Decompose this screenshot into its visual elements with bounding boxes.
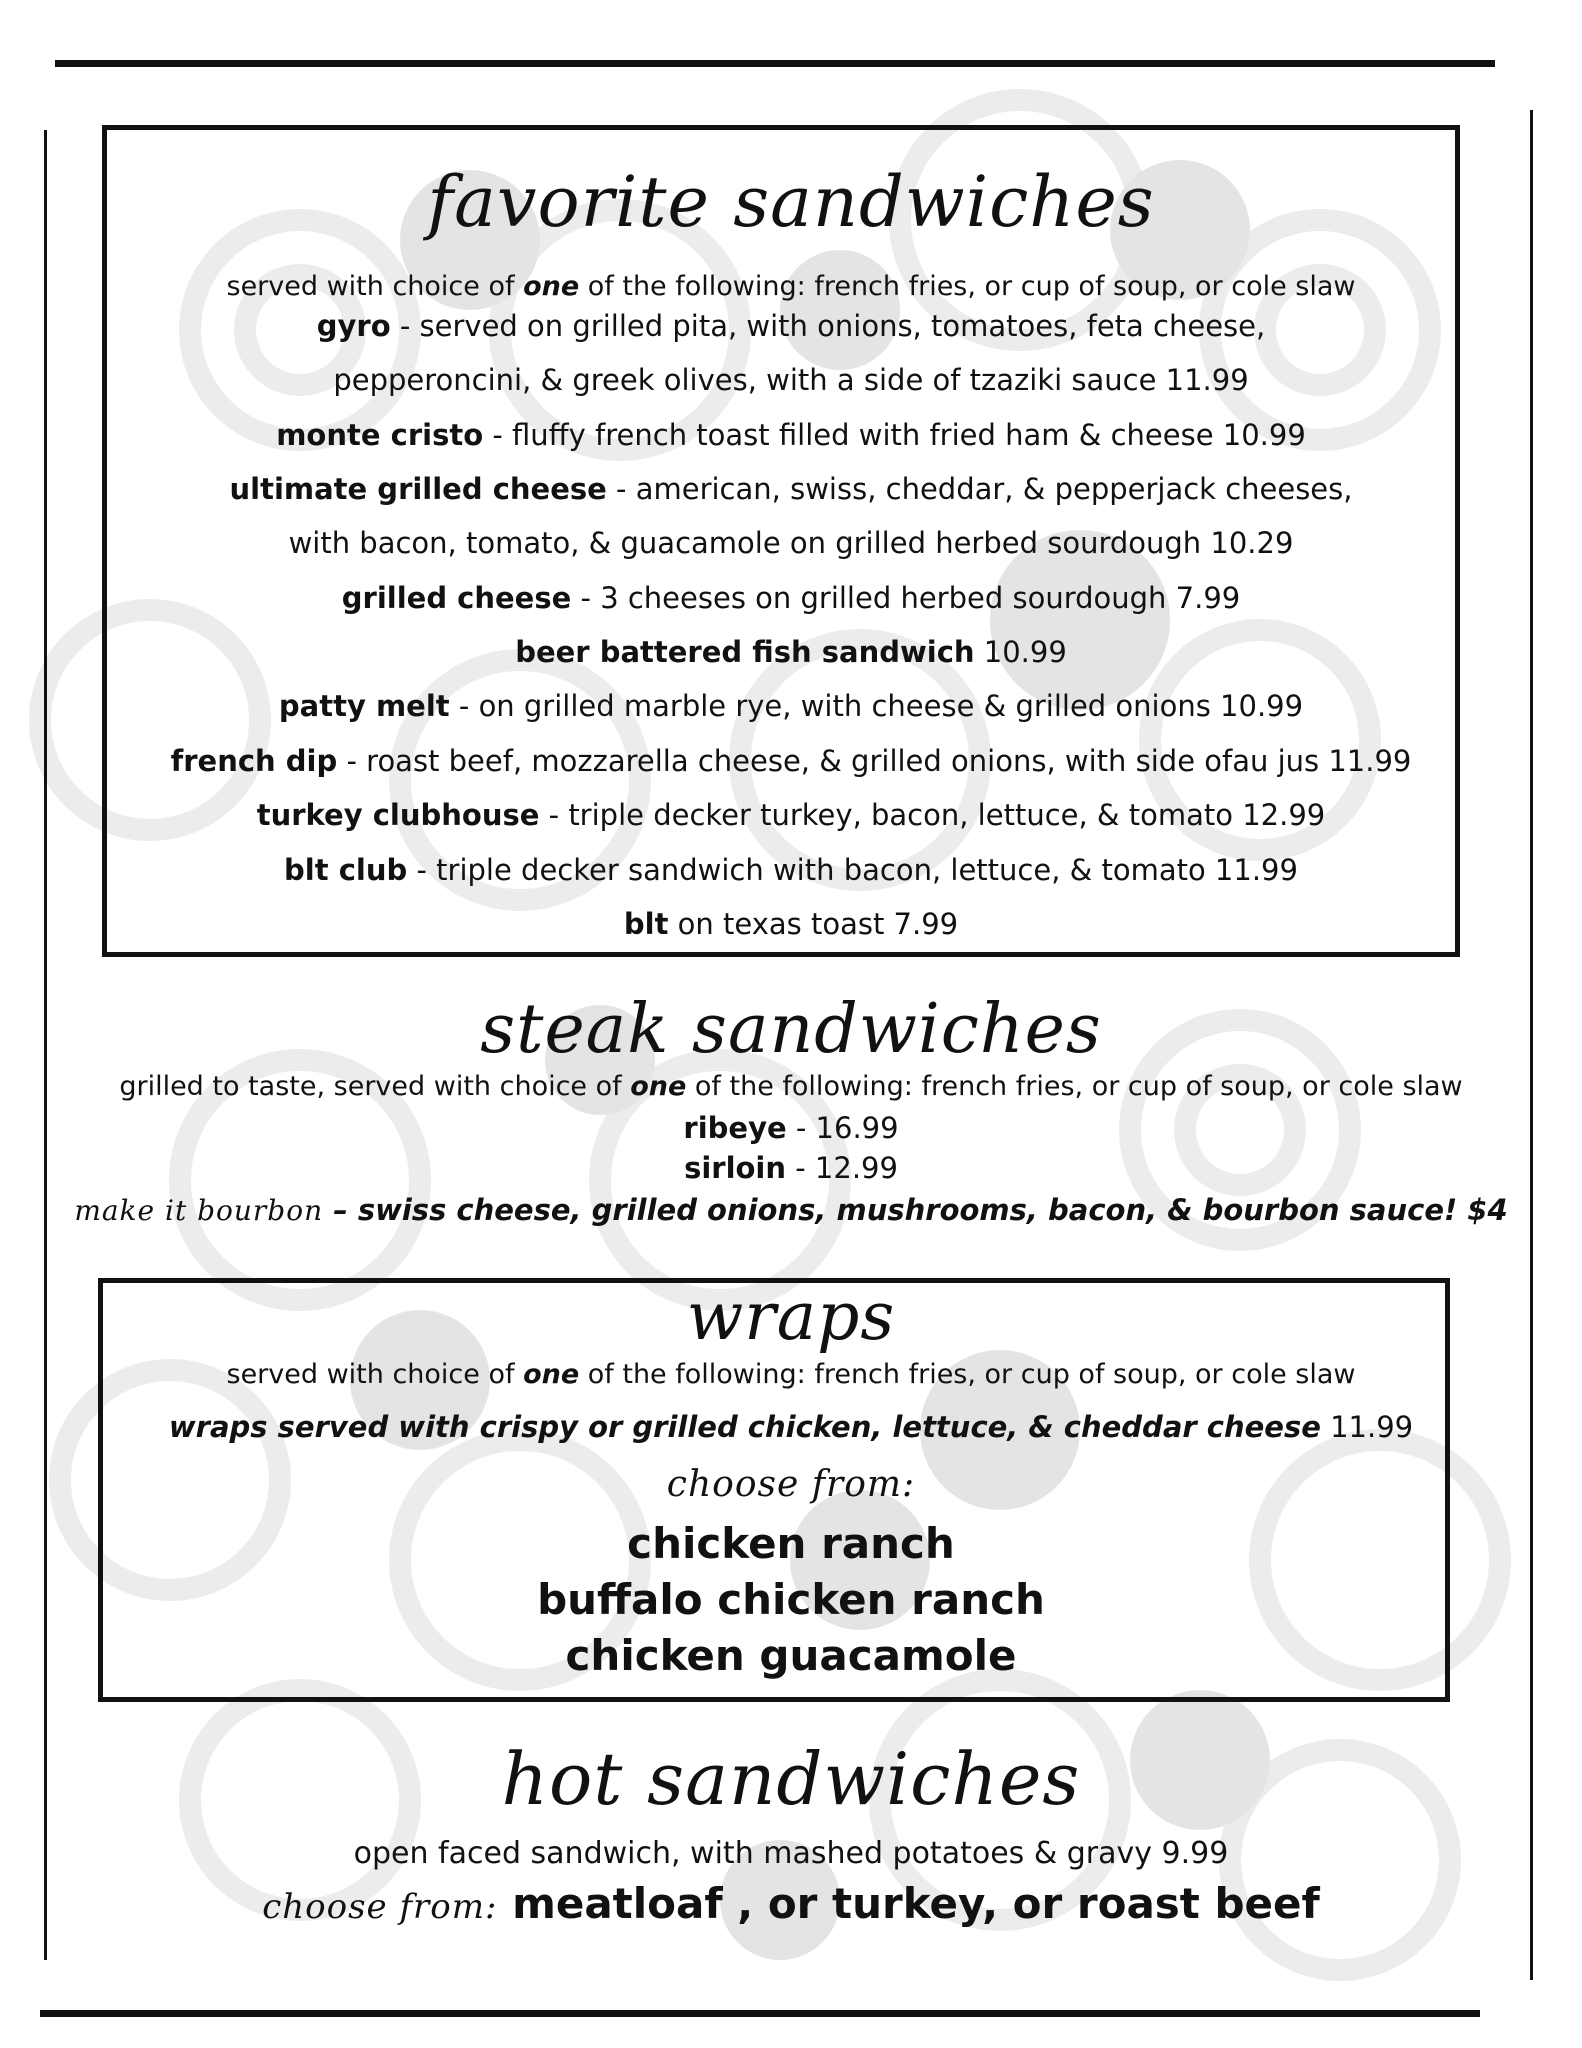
- item-description: 10.99: [983, 635, 1067, 669]
- item-name: grilled cheese: [341, 581, 572, 615]
- menu-item-blt: [0, 897, 1582, 951]
- item-price: - 16.99: [786, 1111, 899, 1145]
- item-name: gyro: [316, 309, 391, 343]
- menu-item-sirloin: [0, 1147, 1582, 1189]
- wraps-subtitle: [0, 1356, 1582, 1394]
- hot-title: hot sandwiches: [501, 1737, 1081, 1821]
- steak-title: steak sandwiches: [480, 990, 1102, 1069]
- steak-subtitle: [0, 1068, 1582, 1106]
- item-separator: -: [571, 581, 601, 615]
- menu-item-french-dip: [0, 734, 1582, 788]
- item-description: roast beef, mozzarella cheese, & grilled onions, with side ofau jus 11.99: [366, 744, 1412, 778]
- wraps-description-text: wraps served with crispy or grilled chicken, lettuce, & cheddar cheese: [168, 1410, 1321, 1444]
- menu-item-turkey-clubhouse: [0, 788, 1582, 842]
- bourbon-label: make it bourbon: [74, 1194, 324, 1227]
- wrap-option: chicken ranch: [627, 1519, 955, 1568]
- item-separator: -: [407, 853, 437, 887]
- wraps-choose-label: choose from:: [666, 1464, 916, 1505]
- item-description: pepperoncini, & greek olives, with a side of tzaziki sauce 11.99: [333, 363, 1249, 397]
- item-description: served on grilled pita, with onions, tomatoes, feta cheese,: [419, 309, 1266, 343]
- menu-item-ultimate-grilled-cheese: [0, 462, 1582, 516]
- item-name: ultimate grilled cheese: [229, 472, 607, 506]
- menu-item-grilled-cheese: [0, 571, 1582, 625]
- hot-choose-label: choose from:: [262, 1887, 498, 1927]
- menu-item-beer-battered-fish: [0, 625, 1582, 679]
- item-description: on grilled marble rye, with cheese & grilled onions 10.99: [478, 689, 1304, 723]
- favorite-subtitle-post: of the following: french fries, or cup of soup, or cole slaw: [579, 271, 1356, 302]
- menu-item-ribeye: [0, 1107, 1582, 1149]
- item-description: fluffy french toast filled with fried ham & cheese 10.99: [512, 418, 1306, 452]
- item-separator: -: [539, 798, 569, 832]
- favorite-title: favorite sandwiches: [427, 161, 1155, 243]
- item-description: 3 cheeses on grilled herbed sourdough 7.99: [600, 581, 1241, 615]
- wraps-description: [0, 1405, 1582, 1449]
- item-description: with bacon, tomato, & guacamole on grilled herbed sourdough 10.29: [288, 526, 1294, 560]
- wrap-option: buffalo chicken ranch: [537, 1575, 1045, 1624]
- item-name: blt: [623, 907, 669, 941]
- item-separator: -: [606, 472, 636, 506]
- item-description: triple decker sandwich with bacon, lettuce, & tomato 11.99: [436, 853, 1298, 887]
- hot-options: [0, 1874, 1582, 1943]
- item-separator: [975, 635, 984, 669]
- bourbon-description: – swiss cheese, grilled onions, mushrooms, bacon, & bourbon sauce! $4: [323, 1193, 1508, 1227]
- menu-item-gyro-continued: [0, 353, 1582, 407]
- item-name: turkey clubhouse: [256, 798, 540, 832]
- item-separator: -: [449, 689, 479, 723]
- item-name: ribeye: [683, 1111, 787, 1145]
- frame-top-border: [55, 60, 1495, 67]
- menu-item-patty-melt: [0, 679, 1582, 733]
- item-name: patty melt: [278, 689, 450, 723]
- frame-bottom-border: [40, 2010, 1480, 2017]
- item-description: triple decker turkey, bacon, lettuce, & tomato 12.99: [568, 798, 1326, 832]
- wraps-subtitle-pre: served with choice of: [226, 1359, 524, 1390]
- item-name: sirloin: [684, 1151, 787, 1185]
- item-separator: -: [390, 309, 420, 343]
- item-name: blt club: [284, 853, 408, 887]
- item-name: french dip: [170, 744, 338, 778]
- item-description: american, swiss, cheddar, & pepperjack cheeses,: [635, 472, 1353, 506]
- menu-item-ultimate-grilled-cheese-continued: [0, 516, 1582, 570]
- wraps-title: wraps: [686, 1278, 896, 1355]
- item-description: on texas toast 7.99: [677, 907, 959, 941]
- item-name: beer battered fish sandwich: [515, 635, 975, 669]
- bourbon-addon: [0, 1188, 1582, 1233]
- hot-description: open faced sandwich, with mashed potatoes & gravy 9.99: [353, 1836, 1229, 1871]
- wraps-price: 11.99: [1320, 1410, 1414, 1444]
- item-separator: -: [483, 418, 513, 452]
- item-price: - 12.99: [786, 1151, 898, 1185]
- item-separator: -: [337, 744, 367, 778]
- menu-item-gyro: [0, 299, 1582, 353]
- menu-item-monte-cristo: [0, 408, 1582, 462]
- favorite-subtitle-emphasis: one: [523, 271, 580, 302]
- wraps-subtitle-post: of the following: french fries, or cup of soup, or cole slaw: [579, 1359, 1356, 1390]
- steak-subtitle-emphasis: one: [630, 1071, 687, 1102]
- hot-options-text: meatloaf , or turkey, or roast beef: [497, 1879, 1320, 1928]
- menu-item-blt-club: [0, 843, 1582, 897]
- favorite-subtitle-pre: served with choice of: [226, 271, 524, 302]
- item-name: monte cristo: [276, 418, 484, 452]
- item-separator: [668, 907, 677, 941]
- steak-subtitle-post: of the following: french fries, or cup of soup, or cole slaw: [686, 1071, 1463, 1102]
- steak-subtitle-pre: grilled to taste, served with choice of: [119, 1071, 631, 1102]
- wrap-option: chicken guacamole: [565, 1631, 1017, 1680]
- wraps-subtitle-emphasis: one: [523, 1359, 580, 1390]
